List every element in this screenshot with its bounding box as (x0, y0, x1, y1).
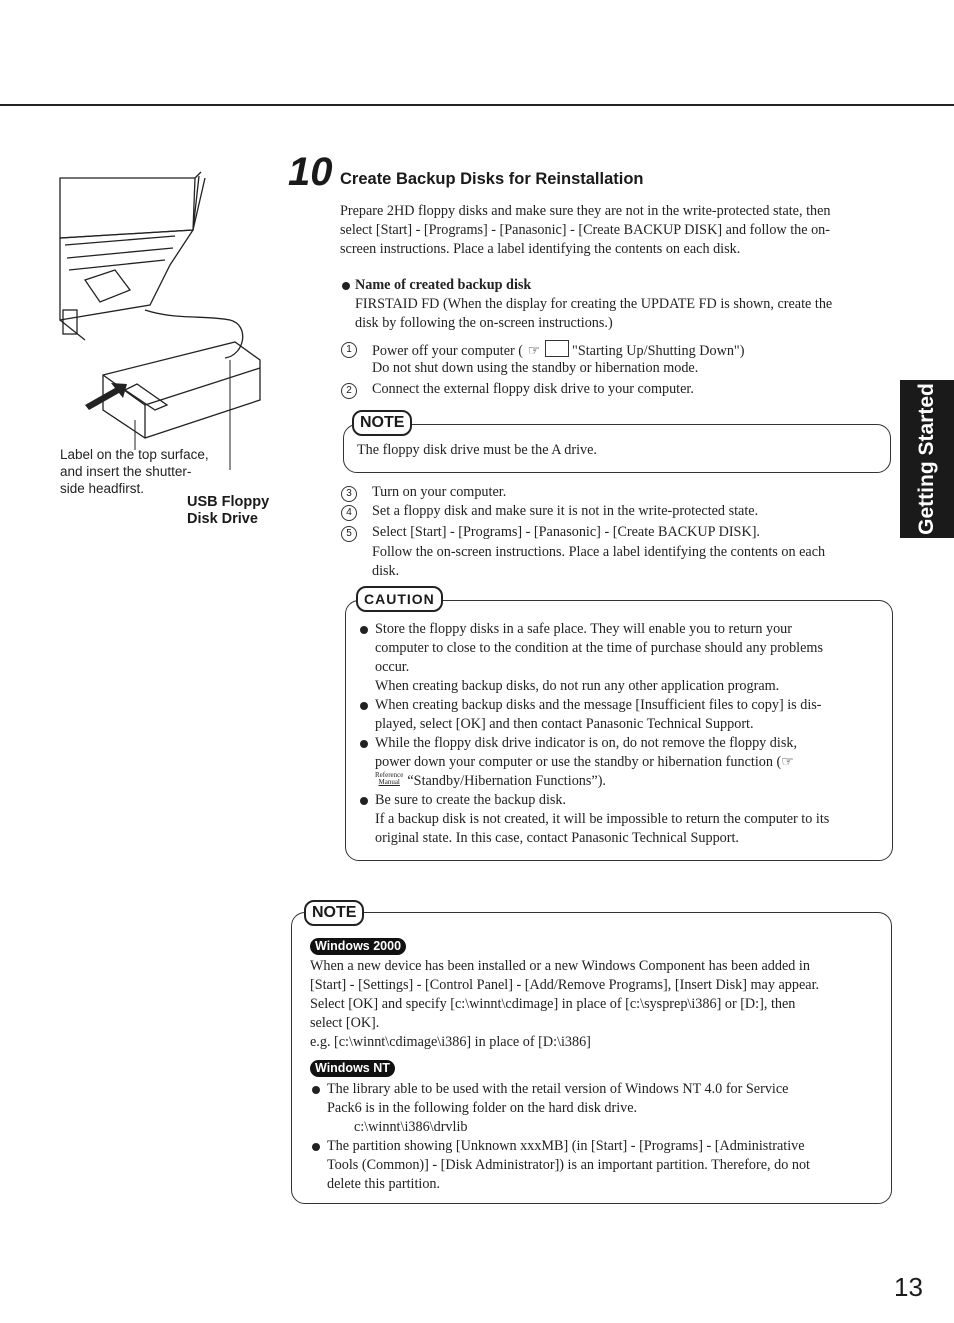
header-rule (0, 104, 954, 106)
book-icon (545, 340, 569, 357)
caution-line-part: “Standby/Hibernation Functions”). (407, 773, 606, 789)
name-paragraph (355, 295, 832, 333)
step-1-text (372, 340, 744, 361)
bullet (312, 1086, 320, 1094)
figure-caption (60, 446, 209, 497)
intro-line: select [Start] - [Programs] - [Panasonic] - [Create BACKUP DISK] and follow the on- (340, 222, 831, 238)
wnt-line: The library able to be used with the retail version of Windows NT 4.0 for Service (327, 1081, 789, 1097)
reference-hand-icon: ☞ (527, 343, 541, 359)
caption-line: Label on the top surface, (60, 447, 209, 462)
side-tab-label: Getting Started (915, 383, 938, 535)
bullet (342, 282, 350, 290)
bullet (312, 1143, 320, 1151)
note-1-text: The floppy disk drive must be the A drive. (357, 442, 597, 458)
name-heading: Name of created backup disk (355, 277, 532, 293)
caption-line: and insert the shutter- (60, 464, 192, 479)
caution-badge: CAUTION (356, 586, 443, 612)
step-number-1: 1 (341, 342, 357, 358)
caution-line: Be sure to create the backup disk. (375, 792, 567, 808)
caution-line (375, 772, 880, 791)
usb-label-line: USB Floppy (187, 494, 270, 510)
caution-line: When creating backup disks, do not run any other application program. (375, 678, 780, 694)
caution-line-part: power down your computer or use the standby or hibernation function ( (375, 754, 782, 770)
step-number-4: 4 (341, 505, 357, 521)
step-number-2: 2 (341, 383, 357, 399)
w2000-line: When a new device has been installed or a new Windows Component has been added in (310, 958, 810, 974)
caution-line: If a backup disk is not created, it will be impossible to return the computer to its (375, 811, 830, 827)
caution-item (360, 696, 880, 734)
step-5-follow (372, 543, 825, 581)
windows-2000-label: Windows 2000 (310, 938, 406, 955)
usb-floppy-illustration (55, 170, 270, 470)
bullet (360, 797, 368, 805)
wnt-line: delete this partition. (327, 1176, 441, 1192)
caution-list (360, 620, 880, 848)
name-line: disk by following the on-screen instructions.) (355, 315, 613, 331)
step-5-text: Select [Start] - [Programs] - [Panasonic] - [Create BACKUP DISK]. (372, 524, 760, 540)
wnt-line: Tools (Common)] - [Disk Administrator]) is an important partition. Therefore, do not (327, 1157, 811, 1173)
follow-line: disk. (372, 563, 400, 579)
usb-label-line: Disk Drive (187, 511, 258, 527)
intro-line: Prepare 2HD floppy disks and make sure they are not in the write-protected state, then (340, 203, 831, 219)
side-tab (900, 380, 954, 538)
step-1-line-a: Power off your computer ( (372, 343, 524, 359)
follow-line: Follow the on-screen instructions. Place a label identifying the contents on each (372, 544, 826, 560)
page-number: 13 (894, 1272, 923, 1302)
step-4-text: Set a floppy disk and make sure it is not in the write-protected state. (372, 503, 759, 519)
reference-manual-icon (375, 772, 403, 786)
note-badge-1: NOTE (352, 410, 412, 436)
caution-line: played, select [OK] and then contact Panasonic Technical Support. (375, 716, 754, 732)
step-number-5: 5 (341, 526, 357, 542)
step-1-subline: Do not shut down using the standby or hibernation mode. (372, 360, 699, 376)
caution-line: computer to close to the condition at the time of purchase should any problems (375, 640, 823, 656)
intro-paragraph (340, 202, 831, 259)
caption-line: side headfirst. (60, 481, 145, 496)
ref-bottom-text: Manual (378, 778, 400, 786)
wnt-line: The partition showing [Unknown xxxMB] (in [Start] - [Programs] - [Administrative (327, 1138, 805, 1154)
reference-hand-icon: ☞ (781, 754, 794, 770)
step-2-text: Connect the external floppy disk drive to your computer. (372, 381, 694, 397)
intro-line: screen instructions. Place a label identifying the contents on each disk. (340, 241, 741, 257)
section-title: Create Backup Disks for Reinstallation (340, 170, 644, 188)
caution-line: original state. In this case, contact Panasonic Technical Support. (375, 830, 739, 846)
step-number-3: 3 (341, 486, 357, 502)
windows-2000-text (310, 957, 880, 1052)
windows-nt-list (312, 1080, 882, 1194)
caution-item (360, 791, 880, 848)
caution-item (360, 734, 880, 791)
name-line: FIRSTAID FD (When the display for creating the UPDATE FD is shown, create the (355, 296, 833, 312)
section-number: 10 (288, 150, 333, 194)
wnt-line: Pack6 is in the following folder on the hard disk drive. (327, 1100, 638, 1116)
w2000-line: Select [OK] and specify [c:\winnt\cdimage] in place of [c:\sysprep\i386] or [D:], then (310, 996, 796, 1012)
bullet (360, 740, 368, 748)
caution-line (375, 753, 880, 772)
w2000-line: select [OK]. (310, 1015, 380, 1031)
wnt-item (312, 1080, 882, 1137)
caution-line: Store the floppy disks in a safe place. They will enable you to return your (375, 621, 792, 637)
wnt-line: c:\winnt\i386\drvlib (354, 1119, 468, 1135)
usb-floppy-label (187, 494, 269, 528)
step-3-text: Turn on your computer. (372, 484, 507, 500)
ref-top-text: Reference (375, 771, 404, 779)
wnt-item (312, 1137, 882, 1194)
step-1-line-b: "Starting Up/Shutting Down") (572, 343, 745, 359)
bullet (360, 702, 368, 710)
caution-line: occur. (375, 659, 410, 675)
w2000-line: [Start] - [Settings] - [Control Panel] - [Add/Remove Programs], [Insert Disk] may appear. (310, 977, 820, 993)
w2000-line: e.g. [c:\winnt\cdimage\i386] in place of [D:\i386] (310, 1034, 591, 1050)
bullet (360, 626, 368, 634)
caution-item (360, 620, 880, 696)
caution-line: While the floppy disk drive indicator is on, do not remove the floppy disk, (375, 735, 798, 751)
caution-line: When creating backup disks and the message [Insufficient files to copy] is dis- (375, 697, 822, 713)
note-badge-2: NOTE (304, 900, 364, 926)
windows-nt-label: Windows NT (310, 1060, 395, 1077)
